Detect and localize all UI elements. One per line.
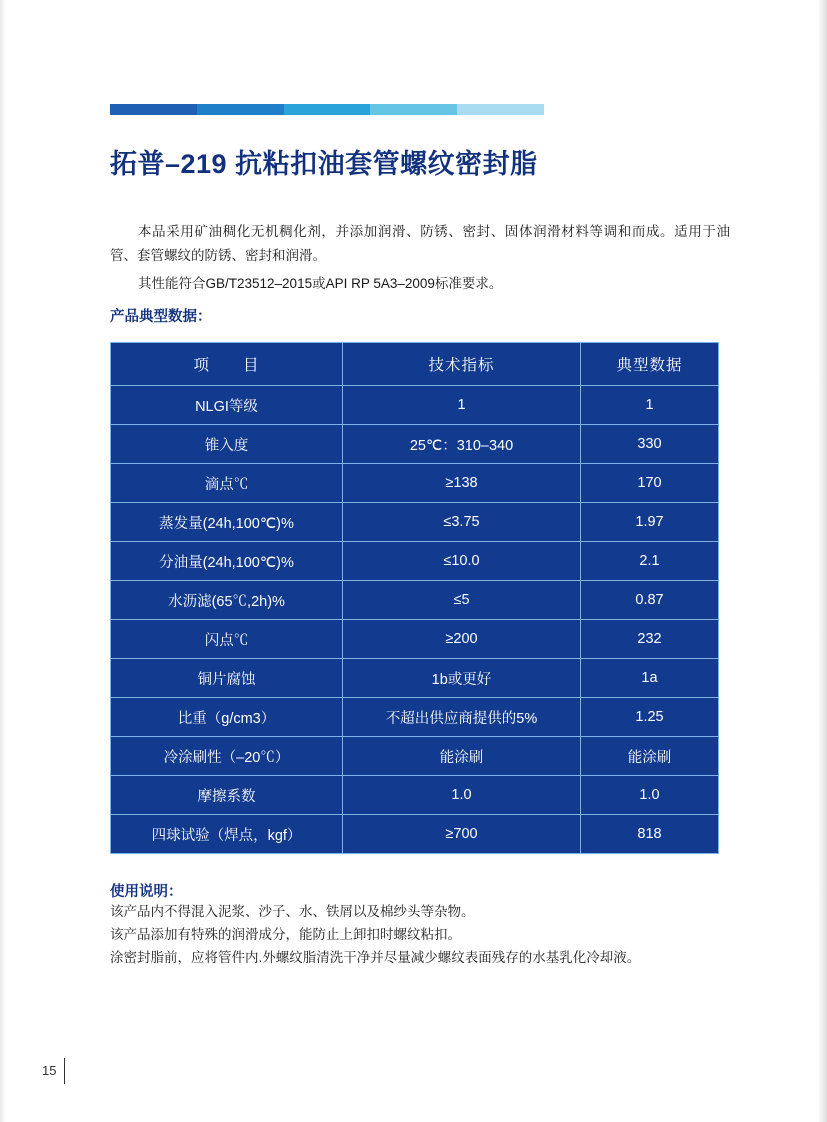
table-cell-spec: 1	[343, 386, 581, 425]
table-cell-typical: 能涂刷	[581, 737, 719, 776]
color-bar-segment-5	[457, 104, 544, 115]
table-cell-item: 比重（g/cm3）	[111, 698, 343, 737]
table-cell-typical: 170	[581, 464, 719, 503]
table-header-cell-item: 项 目	[111, 343, 343, 386]
usage-line: 该产品内不得混入泥浆、沙子、水、铁屑以及棉纱头等杂物。	[110, 904, 475, 919]
table-cell-item: 滴点℃	[111, 464, 343, 503]
page-left-edge	[0, 0, 6, 1122]
table-cell-item: 铜片腐蚀	[111, 659, 343, 698]
page-number: 15	[42, 1063, 57, 1078]
color-bar-segment-3	[284, 104, 371, 115]
table-cell-typical: 1.25	[581, 698, 719, 737]
table-header-cell-spec: 技术指标	[343, 343, 581, 386]
table-header-cell-typical: 典型数据	[581, 343, 719, 386]
table-cell-item: 摩擦系数	[111, 776, 343, 815]
table-cell-typical: 2.1	[581, 542, 719, 581]
table-cell-item: 闪点℃	[111, 620, 343, 659]
table-row	[111, 815, 719, 854]
table-cell-item: NLGI等级	[111, 386, 343, 425]
intro-paragraph-2: 其性能符合GB/T23512–2015或API RP 5A3–2009标准要求。	[138, 276, 503, 291]
table-cell-typical: 1.97	[581, 503, 719, 542]
table-row	[111, 698, 719, 737]
table-cell-item: 冷涂刷性（–20℃）	[111, 737, 343, 776]
table-row	[111, 581, 719, 620]
page-title: 拓普–219 抗粘扣油套管螺纹密封脂	[110, 149, 538, 179]
table-row	[111, 425, 719, 464]
table-row	[111, 620, 719, 659]
usage-title: 使用说明：	[110, 884, 183, 900]
table-row	[111, 737, 719, 776]
color-bar-segment-2	[197, 104, 284, 115]
usage-line: 该产品添加有特殊的润滑成分，能防止上卸扣时螺纹粘扣。	[110, 927, 461, 942]
table-cell-typical: 0.87	[581, 581, 719, 620]
table-row	[111, 464, 719, 503]
table-cell-spec: ≤5	[343, 581, 581, 620]
page-footer	[42, 1058, 162, 1088]
intro-paragraph-1: 本品采用矿油稠化无机稠化剂，并添加润滑、防锈、密封、固体润滑材料等调和而成。适用于油管、套管螺纹的防锈、密封和润滑。	[110, 224, 730, 263]
table-cell-spec: ≥200	[343, 620, 581, 659]
table-row	[111, 542, 719, 581]
table-cell-spec: ≥700	[343, 815, 581, 854]
table-cell-item: 蒸发量(24h,100℃)%	[111, 503, 343, 542]
table-cell-spec: 不超出供应商提供的5%	[343, 698, 581, 737]
page-right-edge	[818, 0, 827, 1122]
usage-instructions	[110, 900, 770, 969]
color-bar-segment-1	[110, 104, 197, 115]
table-cell-spec: ≤10.0	[343, 542, 581, 581]
table-row	[111, 386, 719, 425]
table-cell-spec: 25℃：310–340	[343, 425, 581, 464]
table-row	[111, 659, 719, 698]
table-cell-spec: ≥138	[343, 464, 581, 503]
table-cell-typical: 1	[581, 386, 719, 425]
table-cell-item: 水沥滤(65℃,2h)%	[111, 581, 343, 620]
table-row	[111, 503, 719, 542]
table-cell-typical: 1.0	[581, 776, 719, 815]
decorative-color-bar	[110, 104, 544, 115]
table-cell-typical: 1a	[581, 659, 719, 698]
specification-table	[110, 342, 719, 854]
table-cell-spec: 1.0	[343, 776, 581, 815]
table-cell-item: 四球试验（焊点，kgf）	[111, 815, 343, 854]
table-header-row	[111, 343, 719, 386]
table-cell-typical: 330	[581, 425, 719, 464]
table-cell-typical: 818	[581, 815, 719, 854]
table-cell-spec: 能涂刷	[343, 737, 581, 776]
section-label-typical-data: 产品典型数据：	[110, 309, 212, 325]
table-cell-spec: 1b或更好	[343, 659, 581, 698]
table-cell-spec: ≤3.75	[343, 503, 581, 542]
table-cell-item: 分油量(24h,100℃)%	[111, 542, 343, 581]
color-bar-segment-4	[370, 104, 457, 115]
table-row	[111, 776, 719, 815]
table-cell-typical: 232	[581, 620, 719, 659]
usage-line: 涂密封脂前，应将管件内.外螺纹脂清洗干净并尽量减少螺纹表面残存的水基乳化冷却液。	[110, 950, 641, 965]
footer-divider	[64, 1058, 65, 1084]
table-cell-item: 锥入度	[111, 425, 343, 464]
